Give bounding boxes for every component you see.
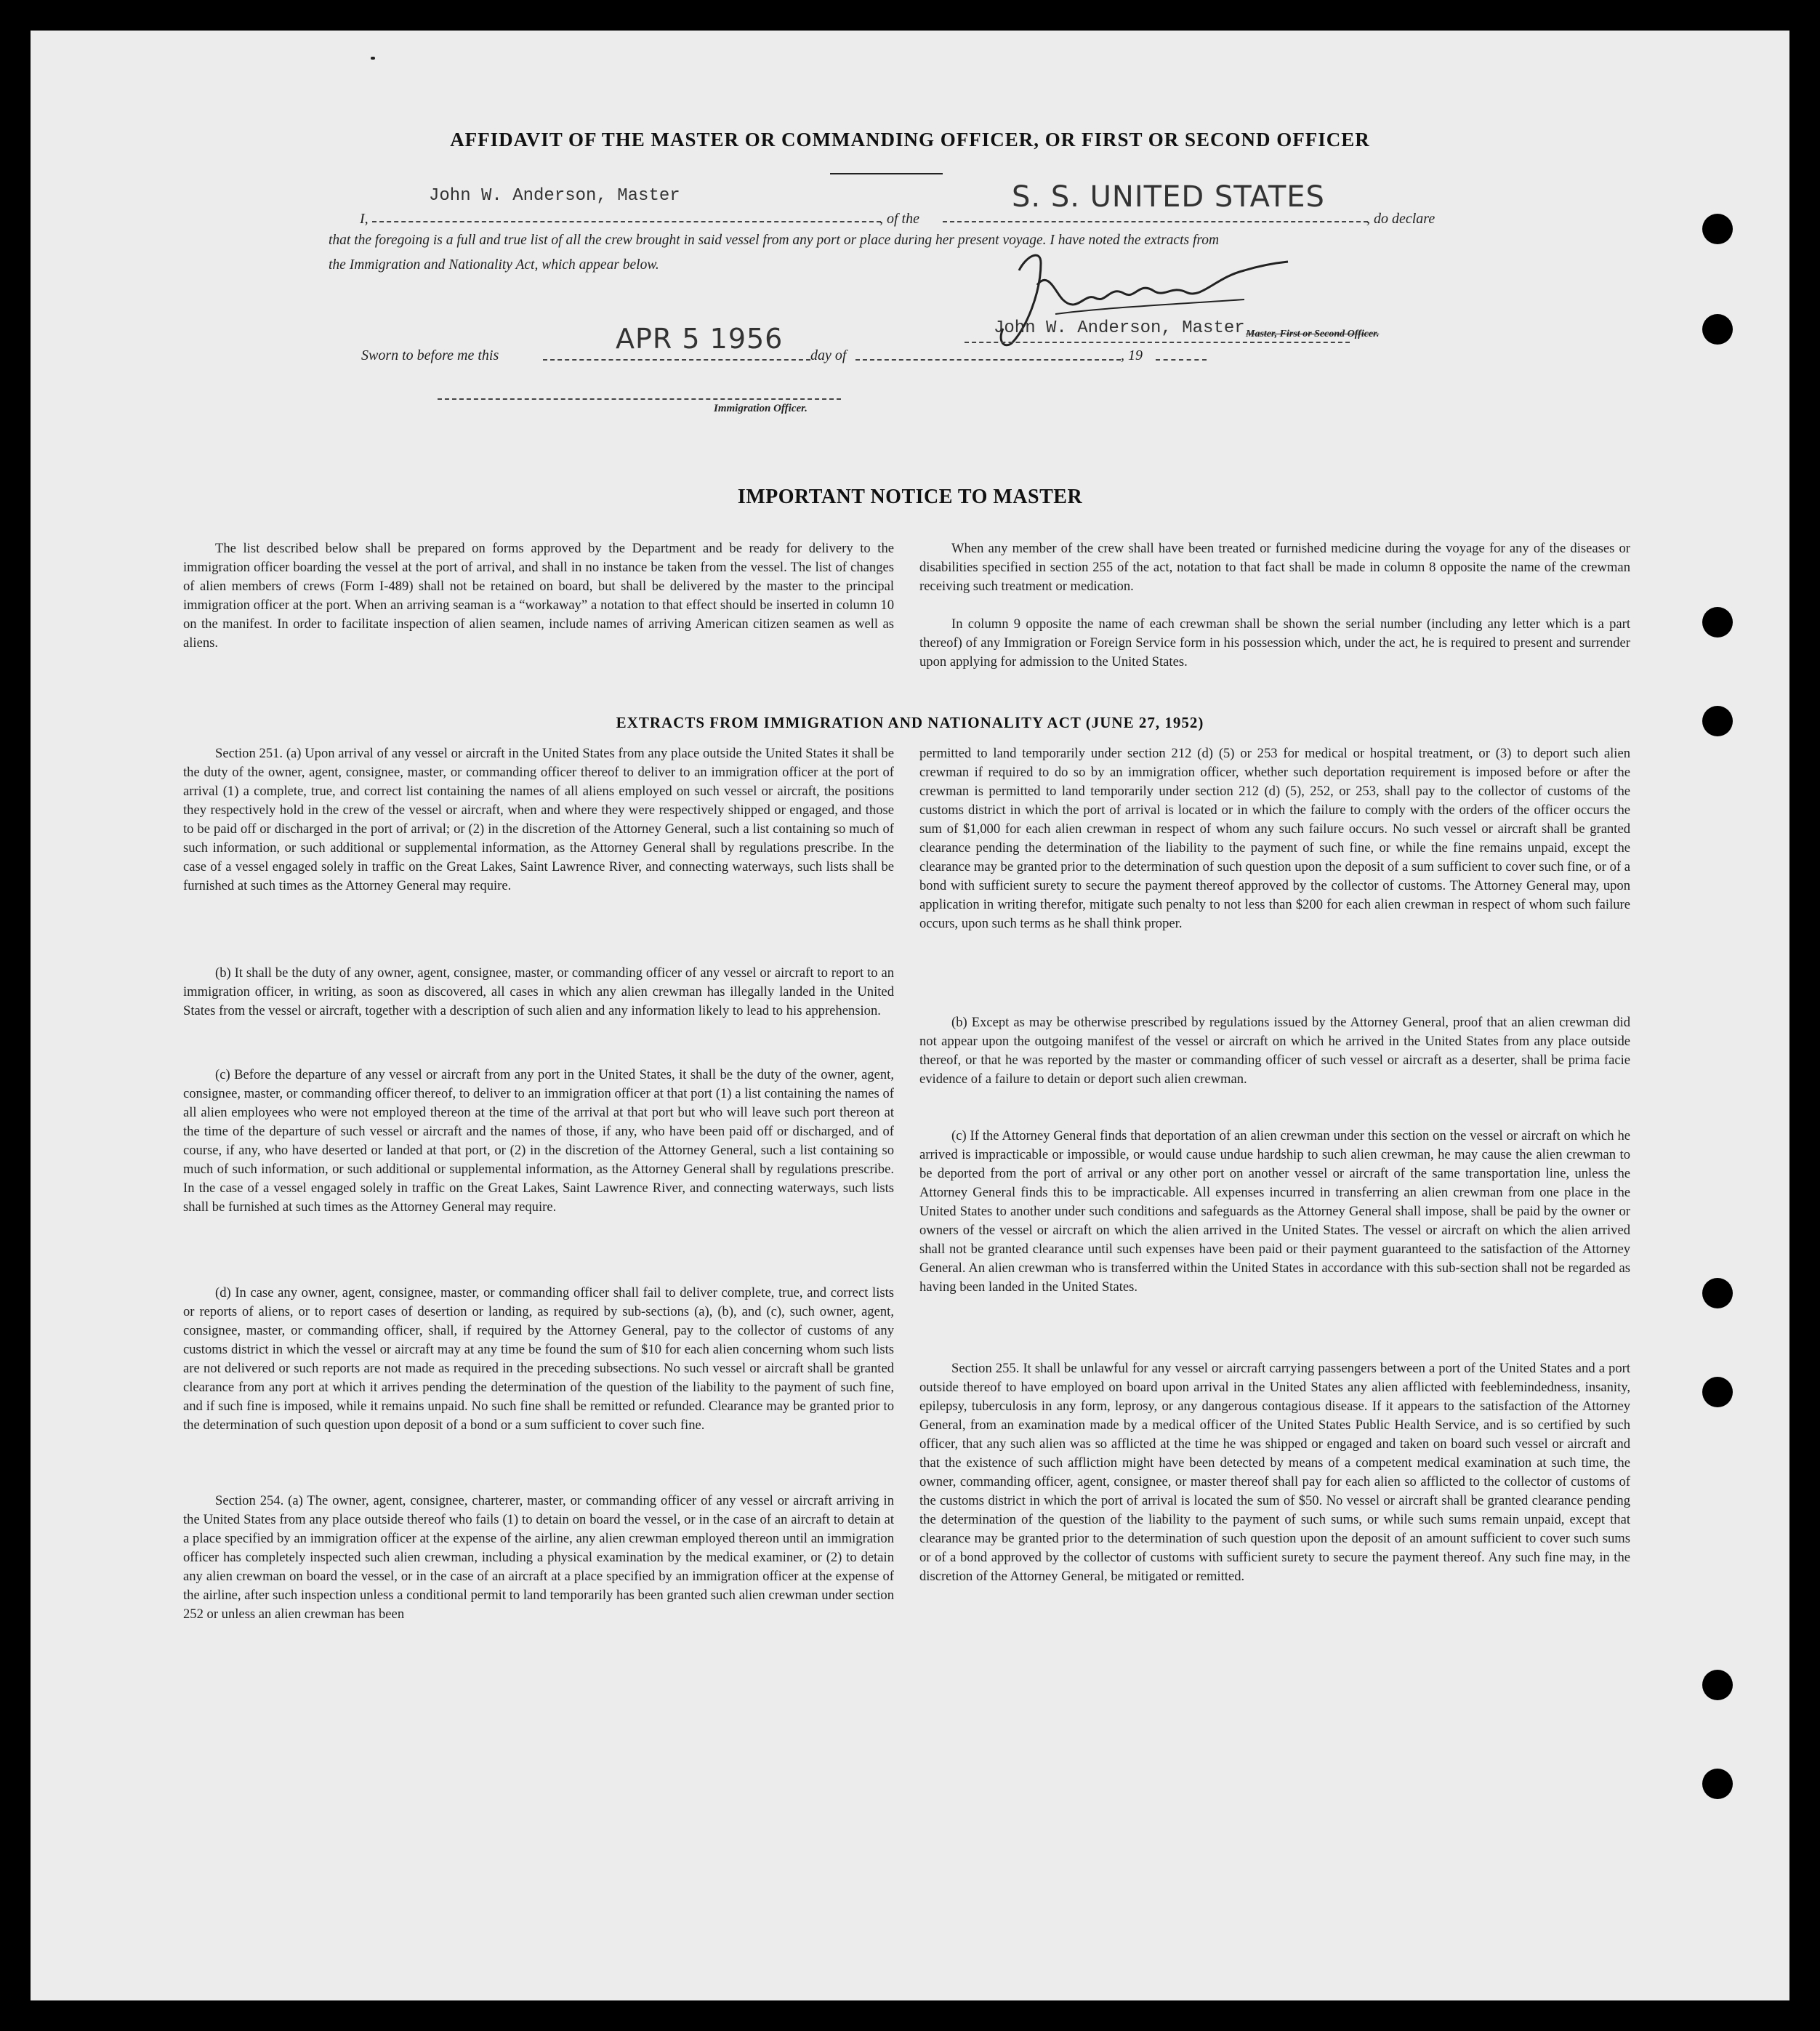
notice-right-paragraph-2: In column 9 opposite the name of each crewman shall be shown the serial number (including any letter which is a part thereof) of any Immigration or Foreign Service form in his possession which, under the act, he is required to present and surrender upon applying for admission to the United States. <box>919 616 1630 669</box>
do-declare-label: , do declare <box>1366 211 1436 227</box>
extract-left-3: (c) Before the departure of any vessel or aircraft from any port in the United States, it shall be the duty of the owner, agent, consignee, master, or commanding officer thereof, to deliver to an immigration officer at that port (1) a list containing the names of all alien employees who were not employed thereon at the time of the arrival at that port but who will leave such port thereon at the time of the departure of such vessel or aircraft and the names of those, if any, who have been paid off or discharged, and of course, if any, who have deserted or landed at that port, or (2) in the discretion of the Attorney General, such a list containing so much of such information, or such additional or supplemental information, as the Attorney General shall by regulations prescribe. In the case of a vessel engaged solely in traffic on the Great Lakes, Saint Lawrence River, and connecting waterways, such lists shall be furnished at such times as the Attorney General may require. <box>183 1067 894 1215</box>
binder-hole <box>1702 214 1733 244</box>
notice-title: IMPORTANT NOTICE TO MASTER <box>737 486 1083 508</box>
declaration-line-2: the Immigration and Nationality Act, which appear below. <box>329 257 659 273</box>
officer-signature-line <box>438 398 841 400</box>
notice-right-paragraph-1: When any member of the crew shall have been treated or furnished medicine during the voyage for any of the diseases or disabilities specified in section 255 of the act, notation to that fact shall be made in column 8 opposite the name of the crewman receiving such treatment or medication. <box>919 541 1630 594</box>
binder-hole <box>1702 607 1733 638</box>
extract-right-4: Section 255. It shall be unlawful for any vessel or aircraft carrying passengers between a port of the United States and a port outside thereof to have employed on board upon arrival in the United States any alien afflicted with feeblemindedness, insanity, epilepsy, tuberculosis in any form, leprosy, or any dangerous contagious disease. If it appears to the satisfaction of the Attorney General, from an examination made by a medical officer of the United States Public Health Service, and is so certified by such officer, that any such alien was so afflicted at the time he was shipped or engaged and taken on board such vessel or aircraft and that the existence of such affliction might have been detected by means of a competent medical examination at such time, the owner, commanding officer, agent, consignee, or master thereof shall pay for each alien so afflicted to the collector of customs of the customs district in which the port of arrival is located the sum of $50. No vessel or aircraft shall be granted clearance pending the determination of the question of the liability to the payment of such sums, or while such sums remain unpaid, except that clearance may be granted prior to the determination of such question upon the deposit of an amount sufficient to cover such sums or of a bond approved by the collector of customs with sufficient surety to secure the payment thereof. Any such fine may, in the discretion of the Attorney General, be mitigated or remitted. <box>919 1361 1630 1584</box>
extract-left-4: (d) In case any owner, agent, consignee, master, or commanding officer shall fail to deliver complete, true, and correct lists or reports of aliens, or to report cases of desertion or landing, as required by sub-sections (a), (b), and (c), such owner, agent, consignee, master, or commanding officer, shall, if required by the Attorney General, pay to the collector of customs of any customs district in which the vessel or aircraft may at any time be found the sum of $10 for each alien concerning whom such lists are not delivered or such reports are not made as required in the preceding subsections. No such vessel or aircraft shall be granted clearance from any port at which it arrives pending the determination of the question of the liability to the payment of such fine, and if such fine is imposed, while it remains unpaid. No such fine shall be remitted or refunded. Clearance may be granted prior to the determination of such question upon deposit of a bond or a sum sufficient to cover such fine. <box>183 1285 894 1433</box>
notice-left-paragraph: The list described below shall be prepared on forms approved by the Department and be ready for delivery to the immigration officer boarding the vessel at the port of arrival, and shall in no instance be taken from the vessel. The list of changes of alien members of crews (Form I-489) shall not be retained on board, but shall be delivered by the master to the principal immigration officer at the port. When an arriving seaman is a “workaway” a notation to that effect should be inserted in column 10 on the manifest. In order to facilitate inspection of alien seamen, include names of arriving American citizen seamen as well as aliens. <box>183 541 894 651</box>
i-label: I, <box>360 211 369 227</box>
master-name-line <box>372 221 881 222</box>
officer-label: Immigration Officer. <box>714 403 808 414</box>
scan-speck <box>371 57 375 60</box>
stamp-date: APR 5 1956 <box>616 323 784 355</box>
binder-hole <box>1702 1670 1733 1700</box>
binder-hole <box>1702 1769 1733 1799</box>
year-line <box>1156 359 1207 361</box>
binder-hole <box>1702 706 1733 736</box>
master-name: John W. Anderson, Master <box>429 186 680 206</box>
extract-left-5: Section 254. (a) The owner, agent, consignee, charterer, master, or commanding officer of any vessel or aircraft arriving in the United States from any place outside thereof who fails (1) to detain on board the vessel, or in the case of an aircraft to detain at a place specified by an immigration officer at the expense of the airline, any alien crewman employed thereon until an immigration officer has completely inspected such alien crewman, including a physical examination by the medical examiner, or (2) to detain any alien crewman on board the vessel, or in the case of an aircraft at a place specified by an immigration officer at the expense of the airline, after such inspection unless a conditional permit to land temporarily has been granted such alien crewman under section 252 or unless an alien crewman has been <box>183 1493 894 1622</box>
declaration-line-1: that the foregoing is a full and true list of all the crew brought in said vessel from any port or place during her present voyage. I have noted the extracts from <box>329 233 1220 248</box>
extract-left-1: Section 251. (a) Upon arrival of any vessel or aircraft in the United States from any place outside the United States it shall be the duty of the owner, agent, consignee, master, or commanding officer thereof to deliver to an immigration officer at the port of arrival (1) a complete, true, and correct list containing the names of all aliens employed on such vessel or aircraft, the positions they respectively hold in the crew of the vessel or aircraft, when and where they were respectively shipped or engaged, and those to be paid off or discharged in the port of arrival; or (2) in the discretion of the Attorney General, such a list containing so much of such information, or such additional or supplemental information, as the Attorney General shall by regulations prescribe. In the case of a vessel engaged solely in traffic on the Great Lakes, Saint Lawrence River, and connecting waterways, such lists shall be furnished at such times as the Attorney General may require. <box>183 746 894 893</box>
month-line <box>855 359 1121 361</box>
extract-left-2: (b) It shall be the duty of any owner, agent, consignee, master, or commanding officer of any vessel or aircraft to report to an immigration officer, in writing, as soon as discovered, all cases in which any alien crewman has illegally landed in the United States from the vessel or aircraft, together with a description of such alien and any information likely to lead to his apprehension. <box>183 965 894 1018</box>
sworn-day-line <box>543 359 810 361</box>
day-of-label: day of <box>810 347 847 363</box>
vessel-name-line <box>943 221 1368 222</box>
of-the-label: , of the <box>879 211 919 227</box>
title-underline <box>830 173 943 174</box>
role-struck: Master, First or Second Officer. <box>1246 329 1380 339</box>
extract-right-3: (c) If the Attorney General finds that deportation of an alien crewman under this section on the vessel or aircraft on which he arrived is impracticable or impossible, or would cause undue hardship to such alien crewman, he may cause the alien crewman to be deported from the port of arrival or any other port on another vessel or aircraft of the same transportation line, unless the Attorney General finds this to be impracticable. All expenses incurred in transferring an alien crewman from one place in the United States to another under such conditions and safeguards as the Attorney General shall impose, shall be paid by the owner or owners of the vessel or aircraft on which the alien arrived in the United States. The vessel or aircraft on which the alien arrived shall not be granted clearance until such expenses have been paid or their payment guaranteed to the satisfaction of the Attorney General. An alien crewman who is transferred within the United States in accordance with this sub-section shall not be regarded as having been landed in the United States. <box>919 1128 1630 1295</box>
signer-typed: John W. Anderson, Master <box>994 318 1245 338</box>
extract-right-1: permitted to land temporarily under section 212 (d) (5) or 253 for medical or hospital treatment, or (3) to deport such alien crewman if required to do so by an immigration officer, whether such deportation requirement is imposed before or after the crewman is permitted to land temporarily under section 212 (d) (5), 252, or 253, shall pay to the collector of customs of the customs district in which the port of arrival is located or in which the failure to comply with the orders of the officer occurs the sum of $1,000 for each alien crewman in respect of whom any such failure occurs. No such vessel or aircraft shall be granted clearance pending the determination of the liability to the payment of such fine, or while the fine remains unpaid, except the clearance may be granted prior to the determination of such question upon the deposit of a sum sufficient to cover such fine, or of a bond with sufficient surety to secure the payment thereof approved by the collector of customs. The Attorney General may, upon application in writing therefor, mitigate such penalty to not less than $200 for each alien crewman in respect of whom such failure occurs, upon such terms as he shall think proper. <box>919 746 1630 931</box>
binder-hole <box>1702 1278 1733 1308</box>
sworn-label: Sworn to before me this <box>361 347 499 363</box>
binder-hole <box>1702 314 1733 345</box>
affidavit-title: AFFIDAVIT OF THE MASTER OR COMMANDING OFFICER, OR FIRST OR SECOND OFFICER <box>450 129 1370 150</box>
year-label: , 19 <box>1121 347 1143 363</box>
extract-right-2: (b) Except as may be otherwise prescribed by regulations issued by the Attorney General, proof that an alien crewman did not appear upon the outgoing manifest of the vessel or aircraft on which he arrived in the United States from any place outside thereof, or that he was reported by the master or commanding officer of such vessel or aircraft as a deserter, shall be prima facie evidence of a failure to detain or deport such alien crewman. <box>919 1015 1630 1087</box>
document-page <box>31 31 1789 2000</box>
vessel-name: S. S. UNITED STATES <box>1012 180 1325 214</box>
signer-line <box>965 342 1350 343</box>
extracts-title: EXTRACTS FROM IMMIGRATION AND NATIONALITY ACT (JUNE 27, 1952) <box>616 714 1204 731</box>
binder-hole <box>1702 1377 1733 1407</box>
